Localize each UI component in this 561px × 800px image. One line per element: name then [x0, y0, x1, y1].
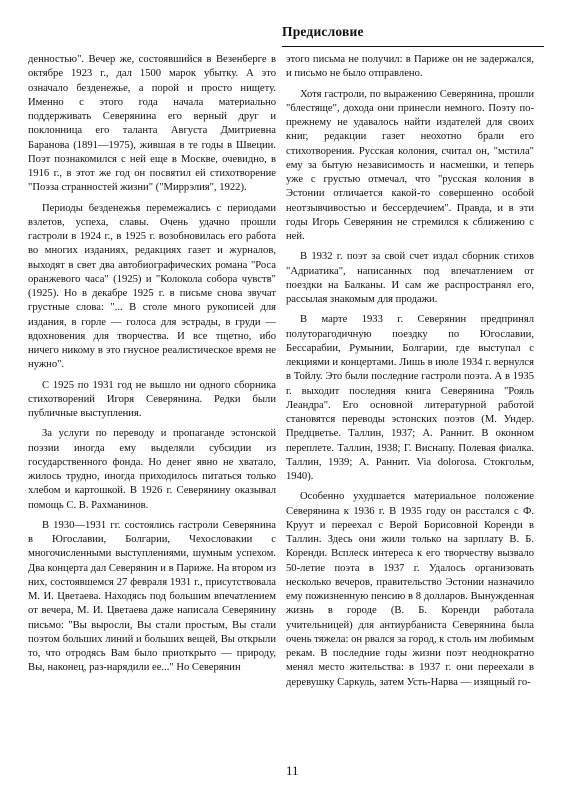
paragraph: За услуги по переводу и пропаганде эстонской поэзии иногда ему выделяли субсидии из государственного фонда. Но денег явно не хватало, жилось трудно, иногда приходилось питаться только хлебом и картошкой. В 1926 г. Северянину оказывал помощь С. В. Рахманинов.: [28, 428, 276, 511]
paragraph: С 1925 по 1931 год не вышло ни одного сборника стихотворений Игоря Северянина. Редки были публичные выступления.: [28, 379, 276, 419]
running-header: Предисловие: [282, 24, 364, 39]
page-number: 11: [286, 763, 299, 778]
paragraph: этого письма не получил: в Париже он не задержался, и письмо не было отправлено.: [286, 54, 534, 80]
paragraph: В марте 1933 г. Северянин предпринял полуторагодичную поездку по Югославии, Бессарабии, Румынии, Болгарии, где выступал с лекциями и концертами. Лишь в июле 1934 г. вернулся в Тойлу. Это были последние гастроли поэта. А в 1935 г. выходит последняя книга Северянина "Рояль Леандра". Его основной литературной работой становятся переводы эстонских поэтов (М. Ундер. Предцветье. Таллин, 1937; А. Раннит. В оконном переплете. Таллин, 1938; Г. Виснапу. Полевая фиалка. Таллин, 1939; А. Раннит. Via dolorosa. Стокгольм, 1940).: [286, 314, 534, 482]
header-rule: [282, 46, 544, 47]
paragraph: В 1932 г. поэт за свой счет издал сборник стихов "Адриатика", написанных под впечатлением от поездки на Балканы. И сам же распространял его, рассылая знакомым для продажи.: [286, 251, 534, 305]
paragraph: В 1930—1931 гг. состоялись гастроли Северянина в Югославии, Болгарии, Чехословакии с многочисленными выступлениями, шумным успехом. Два концерта дал Северянин и в Париже. На втором из них, состоявшемся 27 февраля 1931 г., присутствовала М. И. Цветаева. Находясь под большим впечатлением от вечера, М. И. Цветаева даже написала Северянину письмо: "Вы выросли, Вы стали простым, Вы стали поэтом больших линий и больших вещей, Вы открыли то, что отродясь Вам было приоткрыто — природу, Вы, наконец, раз-нарядили ее..." Но Северянин: [28, 519, 276, 674]
paragraph: денностью". Вечер же, состоявшийся в Везенберге в октябре 1923 г., дал 1500 марок убытку. А это означало безденежье, а порой и просто нищету. Именно с этого года начала материально поддерживать Северянина его верный друг и поклонница его таланта Августа Дмитриевна Баранова (1891—1975), жившая в те годы в Швеции. Поэт познакомился с ней еще в Москве, очевидно, в 1916 г., в этот же год он посвятил ей стихотворение "Поэза странностей жизни" ("Миррэлия", 1922).: [28, 54, 276, 194]
right-column: [286, 53, 534, 696]
left-column: [28, 53, 276, 682]
paragraph: Особенно ухудшается материальное положение Северянина к 1936 г. В 1935 году он расстался с Ф. Круут и переехал с Верой Борисовной Коренди в Таллин. Здесь они жили только на зарплату В. Б. Коренди. Всплеск интереса к его творчеству вызвало 50-летие поэта в 1937 г. Удалось организовать несколько вечеров, правительство Эстонии назначило ему пожизненную пенсию в 8 долларов. Вынужденная жизнь в городе (В. Б. Коренди работала учительницей) для антиурбаниста Северянина была очень тяжела: он рвался за город, к столь им любимым рекам. В последние годы жизни поэт неоднократно менял место жительства: в 1937 г. они переехали в деревушку Саркуль, затем Усть-Нарва — изящный го-: [286, 491, 534, 688]
paragraph: Периоды безденежья перемежались с периодами взлетов, успеха, славы. Очень удачно прошли гастроли в 1924 г., в 1925 г. возобновилась его работа во многих изданиях, редакциях газет и журналов, выходят в свет два автобиографических романа "Роса оранжевого часа" (1925) и "Колокола собора чувств" (1925). Но в декабре 1925 г. в письме снова звучат грустные слова: "... В столе много рукописей для издания, в горле — голоса для эстрады, в груди — вдохновения для творчества. И все тщетно, ибо ничего никому в это гнусное реалистическое время не нужно".: [28, 202, 276, 371]
paragraph: Хотя гастроли, по выражению Северянина, прошли "блестяще", дохода они принесли немного. Поэту по-прежнему не удавалось найти издателей для своих книг, редакции газет неохотно брали его стихотворения. Русская колония, считал он, "мстила" ему за бытую независимость и насмешки, и теперь уже с грустью отмечал, что "русская колония в Эстонии отличается какой-то совершенно особой неотзывчивостью и бессердечием". Правда, и в эти годы Игорь Северянин не стремился к сближению с ней.: [286, 88, 534, 242]
